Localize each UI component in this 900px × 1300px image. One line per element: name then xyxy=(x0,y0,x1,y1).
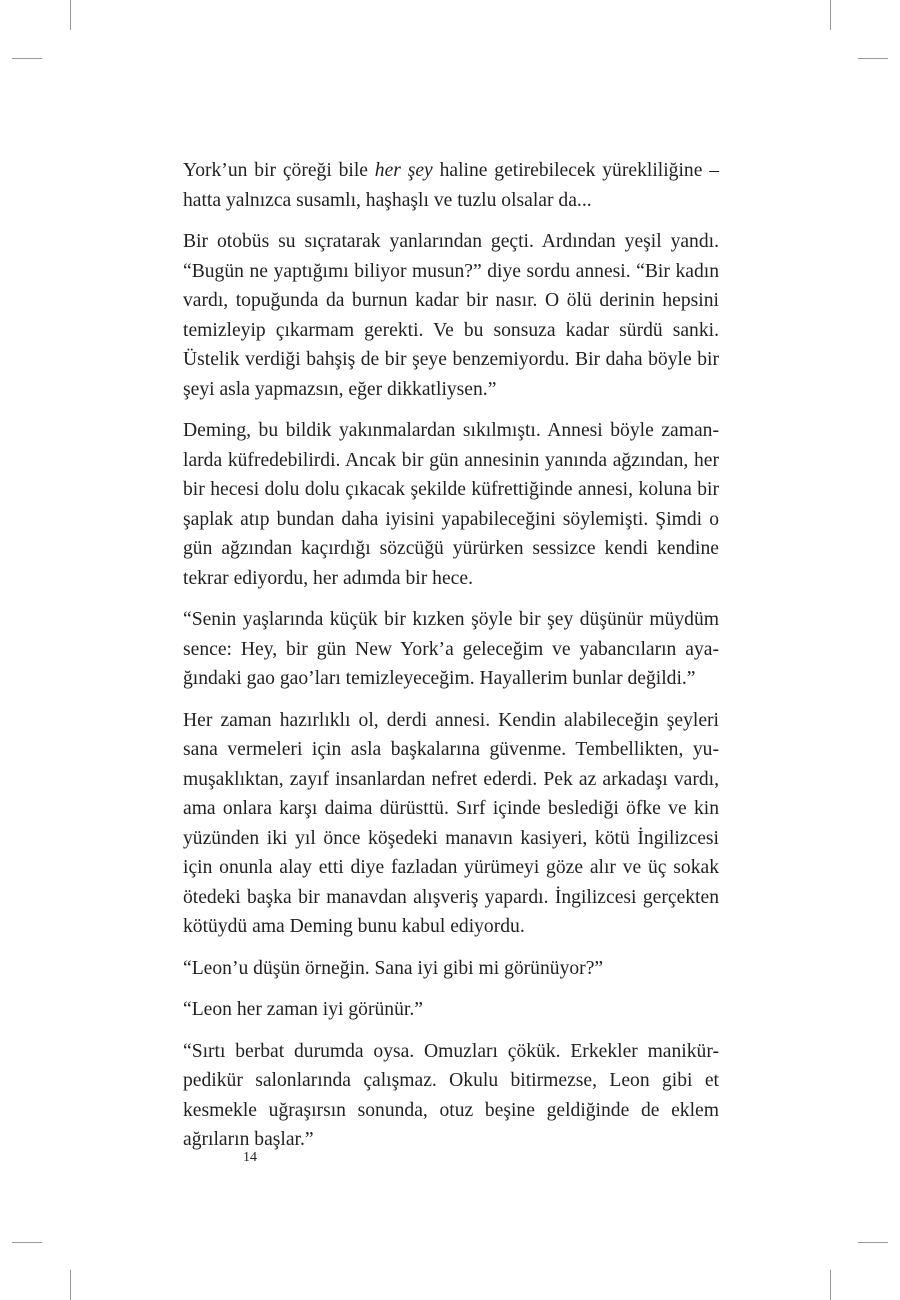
paragraph-text: York’un bir çöreği bile xyxy=(183,160,375,181)
crop-mark-bottom-left-horizontal xyxy=(12,1242,42,1243)
italic-phrase: her şey xyxy=(374,160,433,181)
crop-mark-top-left-horizontal xyxy=(12,58,42,59)
page-number: 14 xyxy=(243,1150,257,1165)
paragraph-6 xyxy=(183,954,719,984)
paragraph-text: Deming, bu bildik yakınmalardan sıkılmıştı. Annesi böyle zamanlarda küfredebilirdi. Ancak bir gün annesinin yanında ağzından, her bir hecesi dolu dolu çıkacak şekilde küfrettiğinde annesi, koluna bir şaplak atıp bundan daha iyisini yapabileceğini söylemişti. Şimdi o gün ağzından kaçırdığı sözcüğü yürürken sessizce kendi kendine tekrar ediyordu, her adımda bir hece. xyxy=(183,420,719,589)
crop-mark-top-right-vertical xyxy=(830,0,831,30)
crop-mark-bottom-right-vertical xyxy=(830,1270,831,1300)
crop-mark-bottom-left-vertical xyxy=(70,1270,71,1300)
paragraph-text: haline getirebilecek yürekliliğine –hatta yalnızca susamlı, haşhaşlı ve tuzlu olsalar da... xyxy=(183,160,719,211)
paragraph-text: “Sırtı berbat durumda oysa. Omuzları çökük. Erkekler manikür-pedikür salonlarında çalışmaz. Okulu bitirmezse, Leon gibi et kesmekle uğraşırsın sonunda, otuz beşine geldiğinde de eklem ağrıların başlar.” xyxy=(183,1040,719,1150)
paragraph-7 xyxy=(183,995,719,1025)
paragraph-text: “Senin yaşlarında küçük bir kızken şöyle bir şey düşünür müydüm sence: Hey, bir gün New York’a geleceğim ve yabancıların ayağındaki gao gao’ları temizleyeceğim. Hayallerim bunlar değildi.” xyxy=(183,609,719,689)
paragraph-text: “Leon’u düşün örneğin. Sana iyi gibi mi görünüyor?” xyxy=(183,957,604,979)
crop-mark-top-right-horizontal xyxy=(858,58,888,59)
crop-mark-top-left-vertical xyxy=(70,0,71,30)
paragraph-text: Bir otobüs su sıçratarak yanlarından geçti. Ardından yeşil yandı. “Bugün ne yaptığımı biliyor musun?” diye sordu annesi. “Bir kadın vardı, topuğunda da burnun kadar bir nasır. O ölü derinin hepsini temizleyip çıkarmam gerekti. Ve bu sonsuza kadar sürdü sanki. Üstelik verdiği bahşiş de bir şeye benzemiyordu. Bir daha böyle bir şeyi asla yapmazsın, eğer dikkatliysen.” xyxy=(183,231,719,400)
paragraph-3 xyxy=(183,416,719,593)
paragraph-8 xyxy=(183,1037,719,1155)
paragraph-text: “Leon her zaman iyi görünür.” xyxy=(183,999,423,1020)
body-text xyxy=(183,156,719,1155)
paragraph-5 xyxy=(183,706,719,942)
paragraph-1 xyxy=(183,156,719,215)
crop-mark-bottom-right-horizontal xyxy=(858,1242,888,1243)
paragraph-2 xyxy=(183,227,719,404)
paragraph-4 xyxy=(183,605,719,694)
paragraph-text: Her zaman hazırlıklı ol, derdi annesi. Kendin alabileceğin şeyleri sana vermeleri için asla başkalarına güvenme. Tembellikten, yumuşaklıktan, zayıf insanlardan nefret ederdi. Pek az arkadaşı vardı, ama onlara karşı daima dürüsttü. Sırf içinde beslediği öfke ve kin yüzünden iki yıl önce köşedeki manavın kasiyeri, kötü İngilizcesi için onunla alay etti diye fazladan yürümeyi göze alır ve üç sokak ötedeki başka bir manavdan alışveriş yapardı. İngilizcesi gerçekten kötüydü ama Deming bunu kabul ediyordu. xyxy=(183,709,719,937)
